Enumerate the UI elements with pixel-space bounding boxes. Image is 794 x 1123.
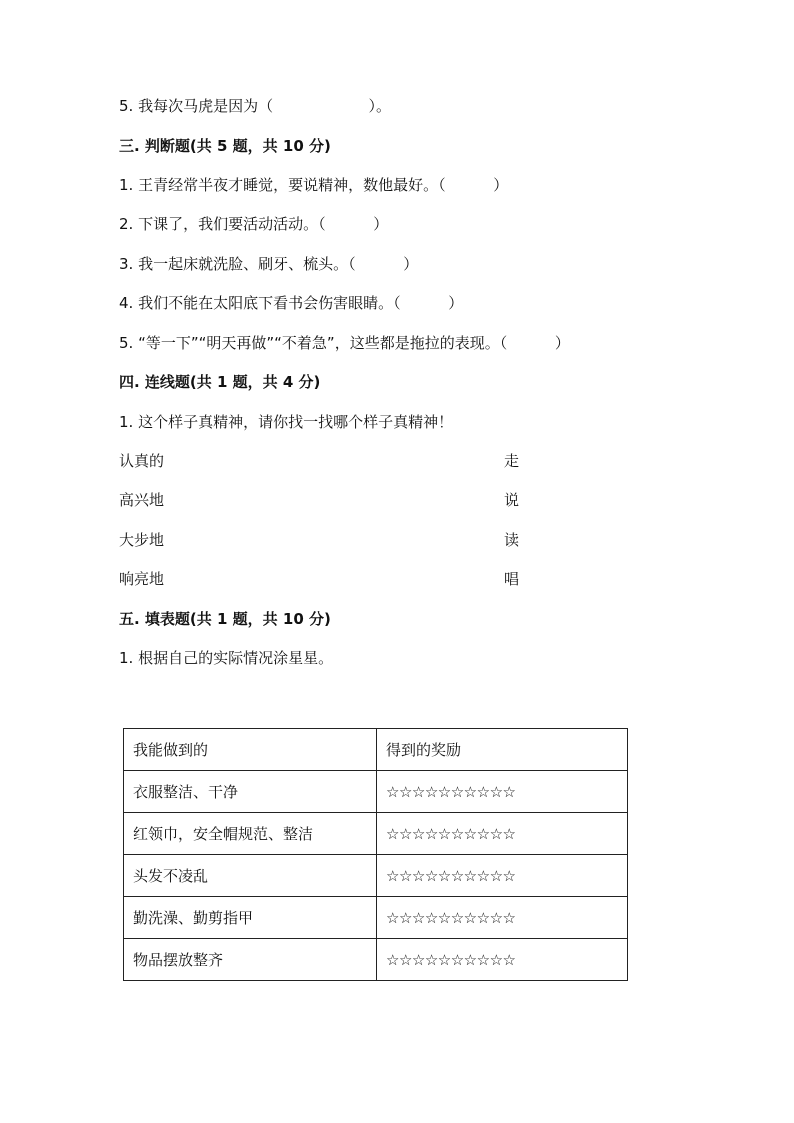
stars-cell[interactable]: ☆☆☆☆☆☆☆☆☆☆ <box>377 813 628 855</box>
behavior-cell: 头发不凌乱 <box>124 855 377 897</box>
behavior-cell: 物品摆放整齐 <box>124 939 377 981</box>
section-5-heading: 五. 填表题(共 1 题，共 10 分) <box>119 610 331 628</box>
stars-cell[interactable]: ☆☆☆☆☆☆☆☆☆☆ <box>377 897 628 939</box>
behavior-cell: 衣服整洁、干净 <box>124 771 377 813</box>
match-left-item: 响亮地 <box>119 570 165 588</box>
stars-cell[interactable]: ☆☆☆☆☆☆☆☆☆☆ <box>377 855 628 897</box>
stars-cell[interactable]: ☆☆☆☆☆☆☆☆☆☆ <box>377 939 628 981</box>
matching-question: 1. 这个样子真精神，请你找一找哪个样子真精神！ <box>119 413 454 431</box>
table-header-row <box>124 729 628 771</box>
reward-table <box>123 728 628 981</box>
table-row <box>124 897 628 939</box>
judge-question-5: 5. “等一下”“明天再做”“不着急”，这些都是拖拉的表现。（ ） <box>119 334 570 352</box>
judge-question-3: 3. 我一起床就洗脸、刷牙、梳头。（ ） <box>119 255 419 273</box>
match-left-item: 大步地 <box>119 531 165 549</box>
table-row <box>124 939 628 981</box>
section-4-heading: 四. 连线题(共 1 题，共 4 分) <box>119 373 321 391</box>
table-row <box>124 855 628 897</box>
match-right-item: 唱 <box>504 570 520 588</box>
match-right-item: 走 <box>504 452 520 470</box>
match-right-item: 说 <box>504 491 520 509</box>
judge-question-2: 2. 下课了，我们要活动活动。（ ） <box>119 215 389 233</box>
fill-question-5: 5. 我每次马虎是因为（ ）。 <box>119 97 391 115</box>
table-header-cell: 得到的奖励 <box>377 729 628 771</box>
table-question: 1. 根据自己的实际情况涂星星。 <box>119 649 334 667</box>
table-row <box>124 813 628 855</box>
match-left-item: 高兴地 <box>119 491 165 509</box>
table-header-cell: 我能做到的 <box>124 729 377 771</box>
table-row <box>124 771 628 813</box>
judge-question-4: 4. 我们不能在太阳底下看书会伤害眼睛。（ ） <box>119 294 464 312</box>
match-right-item: 读 <box>504 531 520 549</box>
match-left-item: 认真的 <box>119 452 165 470</box>
stars-cell[interactable]: ☆☆☆☆☆☆☆☆☆☆ <box>377 771 628 813</box>
section-3-heading: 三. 判断题(共 5 题，共 10 分) <box>119 137 331 155</box>
judge-question-1: 1. 王青经常半夜才睡觉，要说精神，数他最好。（ ） <box>119 176 509 194</box>
behavior-cell: 勤洗澡、勤剪指甲 <box>124 897 377 939</box>
behavior-cell: 红领巾，安全帽规范、整洁 <box>124 813 377 855</box>
